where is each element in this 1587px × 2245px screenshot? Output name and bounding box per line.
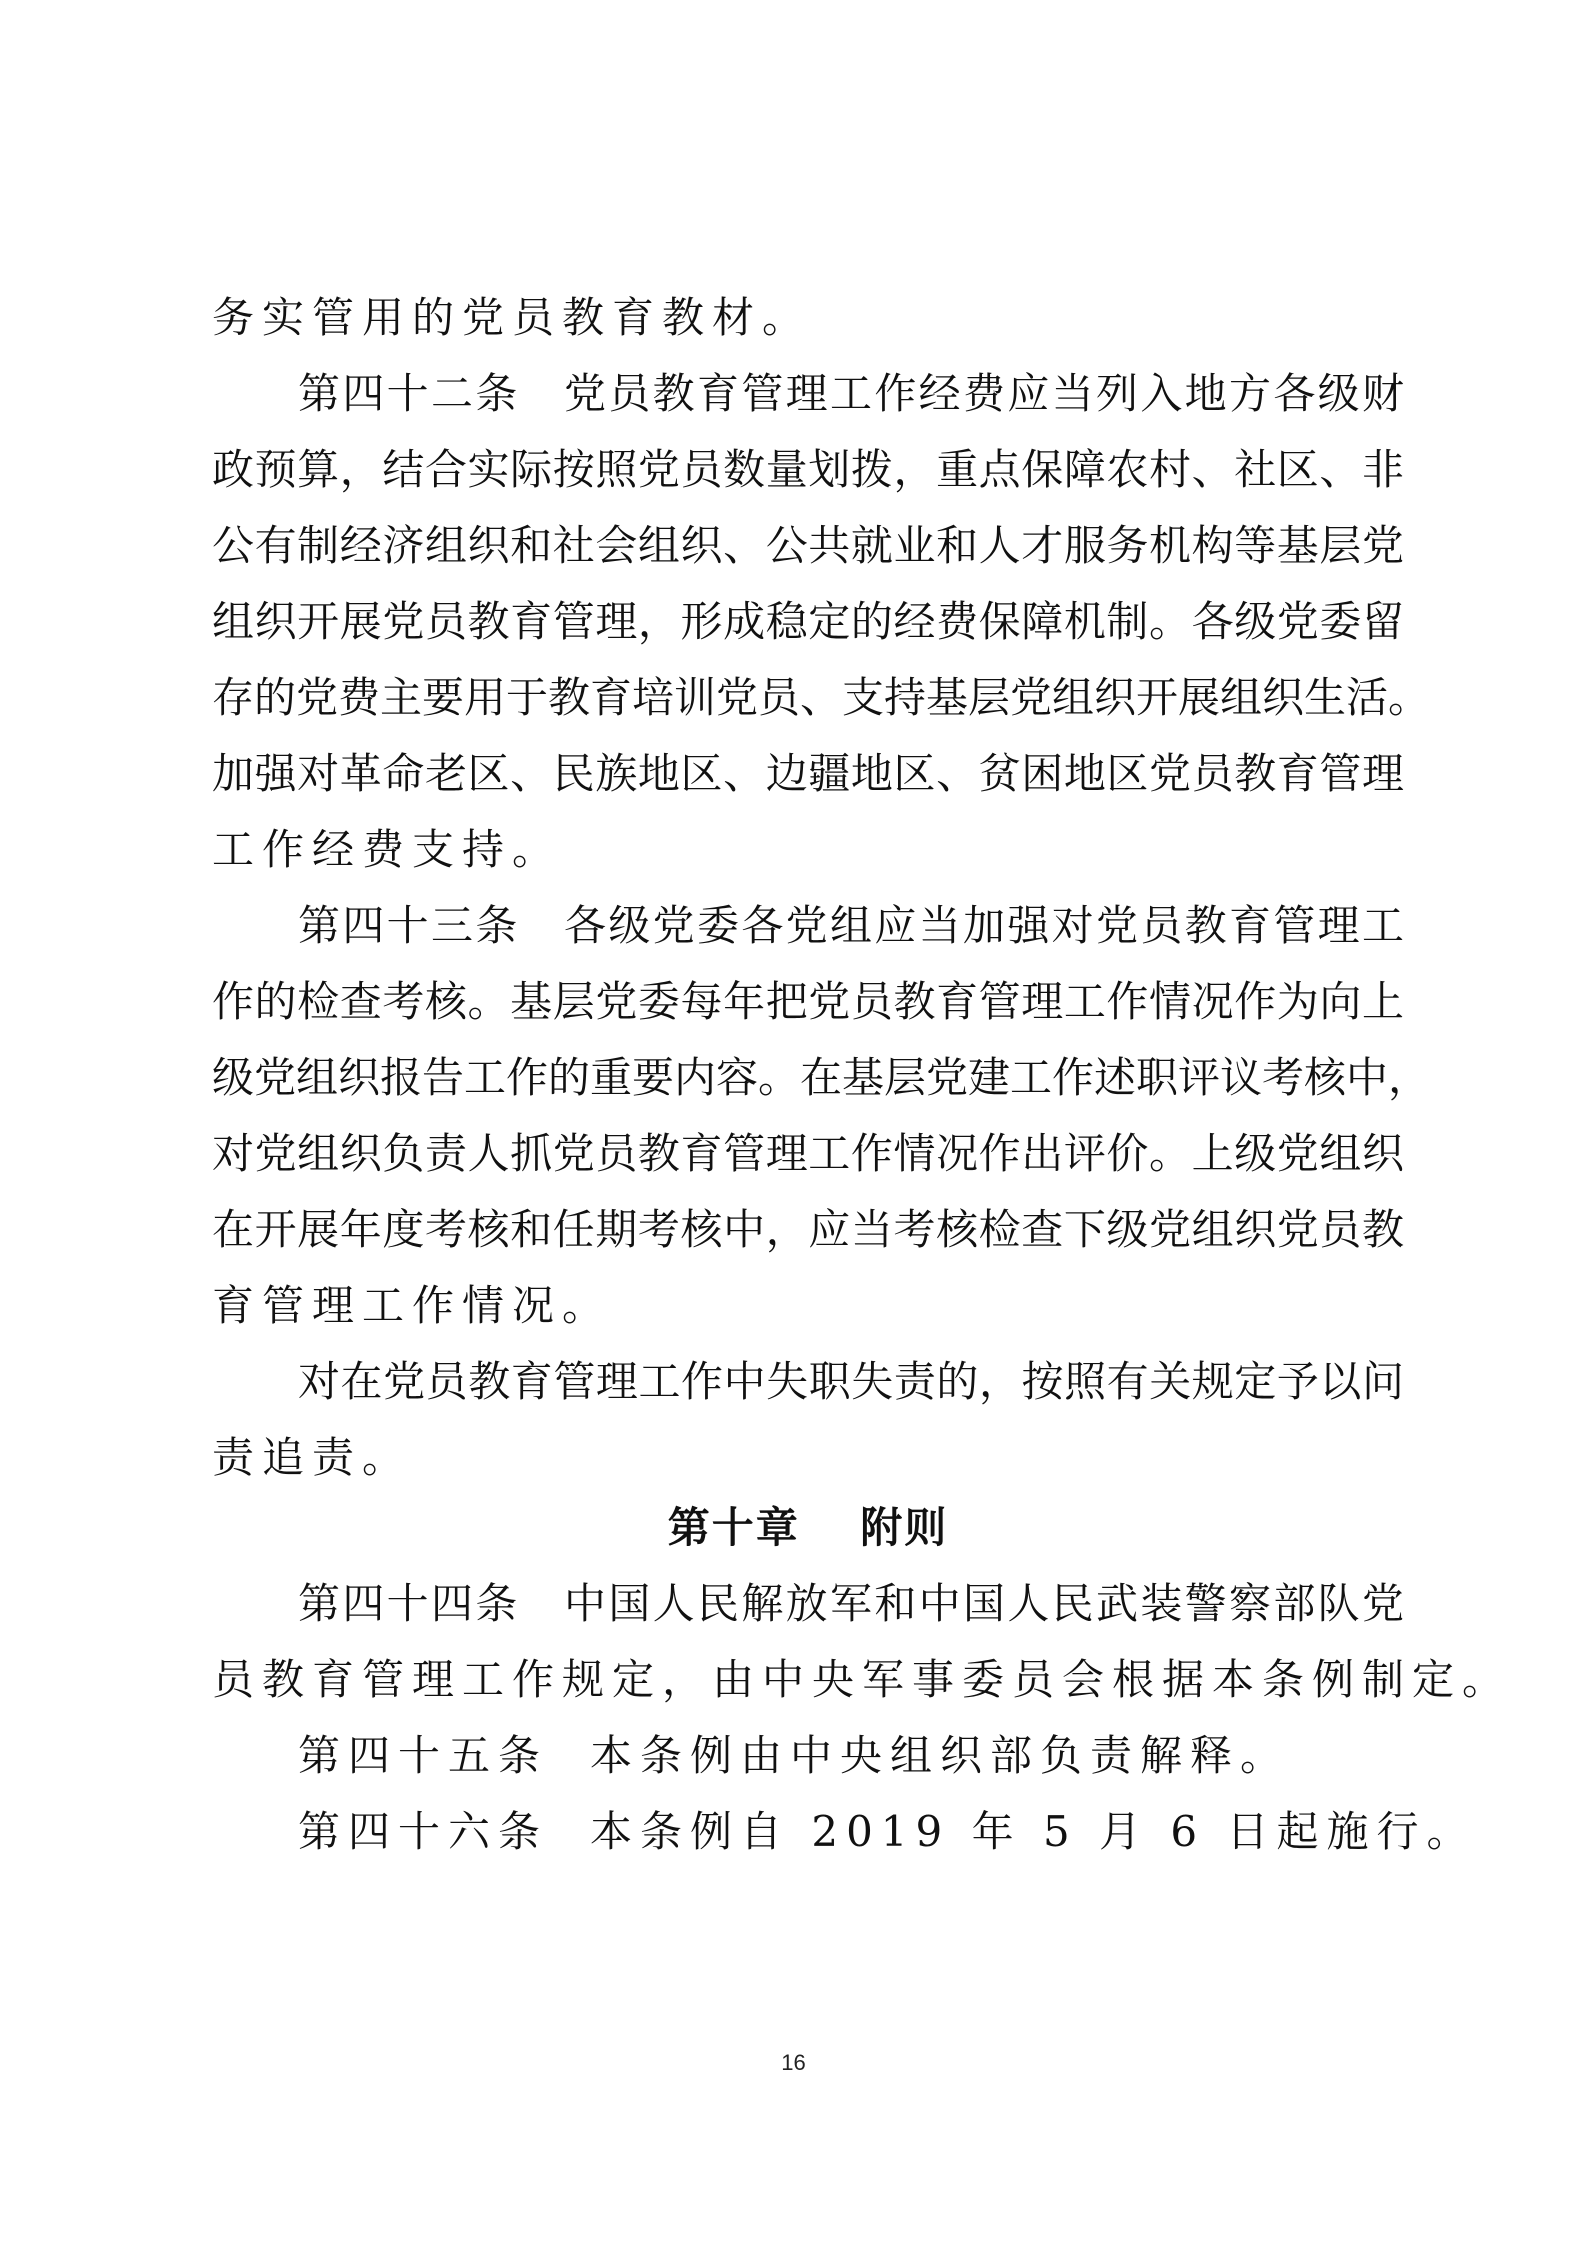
paragraph-line: 存的党费主要用于教育培训党员、支持基层党组织开展组织生活。 (212, 673, 1431, 722)
article-number: 第四十二条 (298, 369, 520, 418)
article-46-line (298, 1802, 1476, 1862)
article-42-first-line (298, 364, 1404, 424)
paragraph-line: 员教育管理工作规定，由中央军事委员会根据本条例制定。 (212, 1655, 1513, 1704)
paragraph-line: 工作经费支持。 (212, 825, 563, 874)
article-45-line (298, 1726, 1290, 1786)
article-number: 第四十六条 (298, 1807, 549, 1856)
article-text: 各级党委各党组应当加强对党员教育管理工 (561, 901, 1404, 950)
paragraph-line: 对在党员教育管理工作中失职失责的，按照有关规定予以问 (298, 1357, 1404, 1406)
article-number: 第四十五条 (298, 1731, 549, 1780)
paragraph-line: 对党组织负责人抓党员教育管理工作情况作出评价。上级党组织 (212, 1129, 1404, 1178)
article-number: 第四十三条 (298, 901, 520, 950)
paragraph-line: 作的检查考核。基层党委每年把党员教育管理工作情况作为向上 (212, 977, 1404, 1026)
page-number: 16 (781, 2050, 806, 2075)
paragraph-line: 责追责。 (212, 1433, 413, 1482)
paragraph-line: 公有制经济组织和社会组织、公共就业和人才服务机构等基层党 (212, 521, 1404, 570)
paragraph-line: 政预算，结合实际按照党员数量划拨，重点保障农村、社区、非 (212, 445, 1404, 494)
paragraph-line: 务实管用的党员教育教材。 (212, 293, 813, 342)
article-number: 第四十四条 (298, 1579, 520, 1628)
paragraph-line: 育管理工作情况。 (212, 1281, 613, 1330)
article-text: 本条例由中央组织部负责解释。 (590, 1731, 1291, 1780)
article-text: 本条例自 2019 年 5 月 6 日起施行。 (590, 1807, 1477, 1856)
paragraph-line: 组织开展党员教育管理，形成稳定的经费保障机制。各级党委留 (212, 597, 1404, 646)
article-text: 中国人民解放军和中国人民武装警察部队党 (561, 1579, 1404, 1628)
article-text: 党员教育管理工作经费应当列入地方各级财 (561, 369, 1404, 418)
article-44-first-line (298, 1574, 1404, 1634)
paragraph-line: 加强对革命老区、民族地区、边疆地区、贫困地区党员教育管理 (212, 749, 1404, 798)
paragraph-line: 级党组织报告工作的重要内容。在基层党建工作述职评议考核中， (212, 1053, 1431, 1102)
chapter-title: 第十章 附则 (667, 1503, 949, 1552)
article-43-first-line (298, 896, 1404, 956)
paragraph-line: 在开展年度考核和任期考核中，应当考核检查下级党组织党员教 (212, 1205, 1404, 1254)
